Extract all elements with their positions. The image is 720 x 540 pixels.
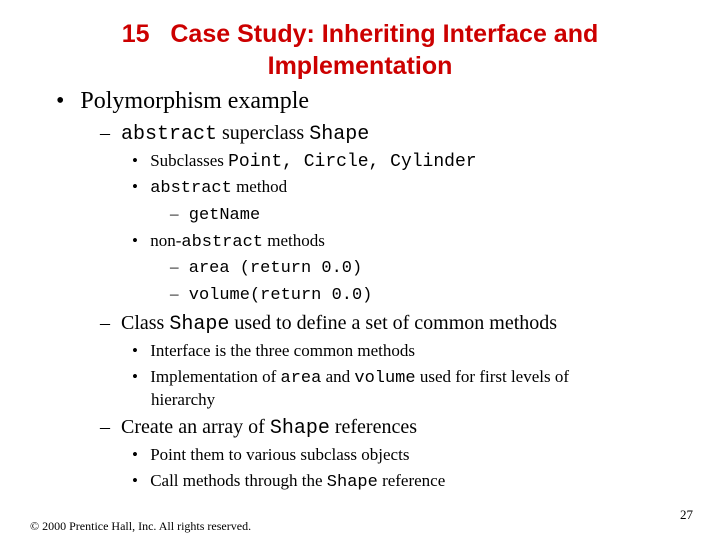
text-class: Class — [121, 312, 170, 334]
bullet-subclasses — [132, 151, 477, 172]
bullet-marker: • — [132, 445, 138, 464]
bullet-text: Polymorphism example — [80, 88, 310, 114]
sub-bullet-create-array — [100, 416, 417, 440]
dash-marker: – — [100, 416, 110, 438]
bullet-marker: • — [56, 88, 65, 114]
code-abstract: abstract — [121, 123, 218, 146]
bullet-marker: • — [132, 231, 138, 250]
code-area: area — [280, 369, 322, 388]
code-volume: volume — [354, 369, 416, 388]
bullet-polymorphism-example — [56, 88, 309, 115]
slide-title-line-2: Implementation — [267, 52, 453, 80]
bullet-interface — [132, 341, 415, 361]
bullet-marker: • — [132, 177, 138, 196]
text-point-them: Point them to various subclass objects — [150, 445, 410, 464]
code-abstract: abstract — [181, 233, 263, 252]
text-hierarchy: hierarchy — [151, 390, 216, 409]
bullet-marker: • — [132, 367, 138, 386]
text-common-methods: used to define a set of common methods — [229, 312, 558, 334]
dash-marker: – — [100, 312, 110, 334]
code-area-return: area (return 0.0) — [188, 259, 363, 278]
dash-marker: – — [170, 284, 179, 303]
dash-getname — [170, 204, 260, 225]
code-volume-return: volume(return 0.0) — [188, 286, 373, 305]
dash-marker: – — [170, 257, 179, 276]
text-and: and — [321, 367, 355, 386]
code-subclass-list: Point, Circle, Cylinder — [228, 152, 477, 172]
text-non: non- — [150, 231, 182, 250]
text-methods: methods — [263, 231, 325, 250]
sub-bullet-class-shape — [100, 312, 557, 336]
code-shape: Shape — [269, 417, 330, 440]
bullet-abstract-method — [132, 177, 287, 198]
text-superclass: superclass — [217, 122, 310, 144]
code-abstract: abstract — [150, 179, 232, 198]
bullet-marker: • — [132, 151, 138, 170]
bullet-non-abstract-methods — [132, 231, 325, 252]
sub-bullet-abstract-superclass — [100, 122, 369, 146]
bullet-call-methods — [132, 471, 445, 492]
text-references: references — [329, 416, 417, 438]
copyright-footer: © 2000 Prentice Hall, Inc. All rights reserved. — [30, 519, 252, 533]
code-getname: getName — [188, 206, 261, 225]
text-subclasses: Subclasses — [150, 151, 229, 170]
text-reference: reference — [377, 471, 446, 490]
bullet-implementation-continuation — [151, 390, 215, 410]
slide-title — [20, 18, 700, 82]
code-shape: Shape — [326, 473, 378, 492]
text-call-methods: Call methods through the — [150, 471, 327, 490]
text-interface: Interface is the three common methods — [150, 341, 416, 360]
dash-volume — [170, 284, 372, 305]
dash-area — [170, 257, 362, 278]
text-create-array: Create an array of — [121, 416, 270, 438]
text-method: method — [231, 177, 288, 196]
dash-marker: – — [100, 122, 110, 144]
dash-marker: – — [170, 204, 179, 223]
code-shape: Shape — [169, 313, 230, 336]
slide-title-line-1: 15 Case Study: Inheriting Interface and — [121, 20, 599, 48]
bullet-marker: • — [132, 471, 138, 490]
page-number: 27 — [680, 507, 693, 522]
bullet-marker: • — [132, 341, 138, 360]
bullet-point-them — [132, 445, 409, 465]
text-used-for: used for first levels of — [415, 367, 570, 386]
bullet-implementation — [132, 367, 569, 388]
code-shape: Shape — [309, 123, 370, 146]
text-implementation-of: Implementation of — [150, 367, 281, 386]
